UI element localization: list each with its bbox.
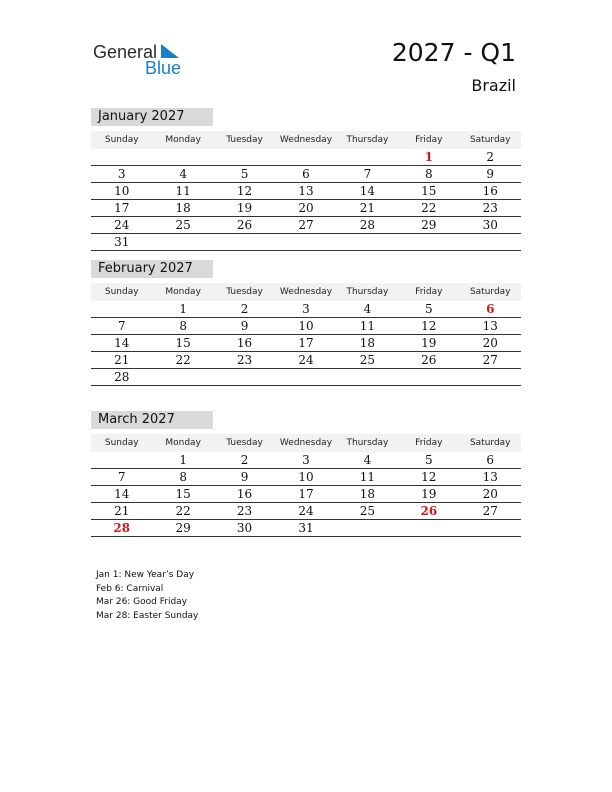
week-row bbox=[91, 200, 521, 217]
day-cell: 4 bbox=[363, 302, 372, 316]
weekday-label: Thursday bbox=[346, 287, 389, 297]
day-cell: 19 bbox=[421, 487, 437, 501]
day-cell: 17 bbox=[114, 201, 130, 215]
day-cell: 16 bbox=[482, 184, 498, 198]
week-row bbox=[91, 183, 521, 200]
day-cell: 6 bbox=[486, 453, 495, 467]
day-cell: 20 bbox=[482, 336, 498, 350]
weekday-label: Wednesday bbox=[279, 287, 333, 297]
generalblue-logo bbox=[93, 40, 203, 80]
day-cell bbox=[91, 149, 152, 165]
day-cell: 2 bbox=[486, 150, 495, 164]
day-cell: 2 bbox=[240, 302, 249, 316]
day-cell bbox=[91, 452, 152, 468]
day-cell: 21 bbox=[114, 504, 130, 518]
month-label: February 2027 bbox=[91, 260, 213, 278]
weekday-label: Sunday bbox=[104, 438, 139, 448]
day-cell: 24 bbox=[298, 504, 314, 518]
day-cell: 22 bbox=[421, 201, 437, 215]
holiday-note: Feb 6: Carnival bbox=[96, 583, 164, 594]
weekday-header bbox=[91, 131, 521, 149]
weekday-label: Friday bbox=[415, 287, 443, 297]
day-cell: 9 bbox=[486, 167, 495, 181]
day-cell bbox=[152, 369, 213, 385]
day-cell: 28 bbox=[359, 218, 376, 232]
day-cell bbox=[91, 301, 152, 317]
month-label: January 2027 bbox=[91, 108, 213, 126]
day-cell: 3 bbox=[302, 302, 310, 316]
day-cell: 5 bbox=[425, 302, 433, 316]
day-cell: 28 bbox=[114, 370, 130, 384]
day-cell: 13 bbox=[298, 184, 314, 198]
day-cell: 10 bbox=[114, 184, 130, 198]
weekday-label: Saturday bbox=[469, 438, 511, 448]
day-cell: 20 bbox=[298, 201, 314, 215]
holiday-day-cell: 1 bbox=[424, 150, 433, 164]
day-cell: 27 bbox=[298, 218, 314, 232]
day-cell: 6 bbox=[302, 167, 310, 181]
day-cell: 21 bbox=[114, 353, 130, 367]
day-cell bbox=[337, 234, 398, 250]
day-cell: 16 bbox=[236, 487, 253, 501]
week-row bbox=[91, 469, 521, 486]
day-cell: 10 bbox=[298, 470, 314, 484]
holiday-day-cell: 26 bbox=[420, 504, 438, 518]
weekday-label: Tuesday bbox=[226, 438, 263, 448]
week-row bbox=[91, 301, 521, 318]
day-cell: 17 bbox=[298, 336, 314, 350]
day-cell: 9 bbox=[240, 470, 249, 484]
day-cell: 1 bbox=[179, 453, 187, 467]
holiday-notes bbox=[96, 569, 198, 623]
holiday-note: Mar 28: Easter Sunday bbox=[96, 610, 199, 621]
day-cell: 12 bbox=[421, 319, 437, 333]
day-cell bbox=[214, 234, 275, 250]
week-row bbox=[91, 318, 521, 335]
day-cell: 12 bbox=[421, 470, 437, 484]
day-cell: 14 bbox=[114, 336, 130, 350]
day-cell: 18 bbox=[175, 201, 191, 215]
month-march bbox=[91, 411, 521, 537]
weekday-label: Sunday bbox=[104, 135, 139, 145]
day-cell: 21 bbox=[359, 201, 376, 215]
day-cell: 19 bbox=[236, 201, 253, 215]
day-cell: 26 bbox=[236, 218, 253, 232]
weekday-label: Saturday bbox=[469, 287, 511, 297]
day-cell: 7 bbox=[117, 470, 126, 484]
day-cell: 25 bbox=[175, 218, 191, 232]
day-cell: 8 bbox=[179, 319, 187, 333]
day-cell bbox=[152, 234, 213, 250]
day-cell: 23 bbox=[236, 353, 253, 367]
weekday-label: Monday bbox=[165, 287, 201, 297]
weekday-label: Monday bbox=[165, 438, 201, 448]
day-cell: 15 bbox=[421, 184, 437, 198]
day-cell bbox=[460, 234, 521, 250]
country-name: Brazil bbox=[471, 76, 516, 95]
day-cell: 11 bbox=[175, 184, 191, 198]
day-cell: 30 bbox=[236, 521, 253, 535]
weekday-label: Tuesday bbox=[226, 135, 263, 145]
weekday-label: Sunday bbox=[104, 287, 139, 297]
day-cell: 29 bbox=[175, 521, 191, 535]
day-cell: 7 bbox=[363, 167, 372, 181]
day-cell bbox=[337, 520, 398, 536]
week-row bbox=[91, 217, 521, 234]
day-cell: 4 bbox=[363, 453, 372, 467]
week-row bbox=[91, 486, 521, 503]
day-cell: 30 bbox=[482, 218, 498, 232]
day-cell: 14 bbox=[359, 184, 376, 198]
day-cell: 22 bbox=[175, 353, 191, 367]
day-cell: 14 bbox=[114, 487, 130, 501]
day-cell: 23 bbox=[482, 201, 498, 215]
day-cell: 18 bbox=[359, 487, 376, 501]
day-cell: 3 bbox=[117, 167, 126, 181]
day-cell: 5 bbox=[240, 167, 249, 181]
day-cell bbox=[337, 149, 398, 165]
day-cell: 5 bbox=[425, 453, 433, 467]
day-cell: 2 bbox=[240, 453, 249, 467]
day-cell: 29 bbox=[421, 218, 437, 232]
day-cell: 22 bbox=[175, 504, 191, 518]
week-row bbox=[91, 452, 521, 469]
day-cell: 31 bbox=[114, 235, 130, 249]
week-row bbox=[91, 352, 521, 369]
day-cell: 7 bbox=[117, 319, 126, 333]
day-cell: 10 bbox=[298, 319, 314, 333]
weekday-label: Tuesday bbox=[226, 287, 263, 297]
day-cell: 15 bbox=[175, 336, 191, 350]
weekday-label: Saturday bbox=[469, 135, 511, 145]
week-row bbox=[91, 335, 521, 352]
weekday-label: Wednesday bbox=[279, 135, 333, 145]
day-cell: 15 bbox=[175, 487, 191, 501]
week-row bbox=[91, 149, 521, 166]
day-cell bbox=[398, 369, 459, 385]
day-cell: 13 bbox=[482, 319, 498, 333]
day-cell: 9 bbox=[240, 319, 249, 333]
day-cell bbox=[460, 369, 521, 385]
day-cell: 4 bbox=[179, 167, 187, 181]
day-cell: 20 bbox=[482, 487, 498, 501]
day-cell bbox=[398, 234, 459, 250]
day-cell: 1 bbox=[179, 302, 187, 316]
day-cell bbox=[275, 234, 336, 250]
day-cell: 11 bbox=[359, 319, 376, 333]
day-cell: 11 bbox=[359, 470, 376, 484]
day-cell bbox=[460, 520, 521, 536]
holiday-day-cell: 6 bbox=[486, 302, 495, 316]
weekday-label: Wednesday bbox=[279, 438, 333, 448]
week-row bbox=[91, 166, 521, 183]
day-cell: 26 bbox=[421, 353, 437, 367]
week-row bbox=[91, 369, 521, 386]
day-cell bbox=[214, 149, 275, 165]
day-cell: 27 bbox=[482, 504, 498, 518]
page-title: 2027 - Q1 bbox=[391, 38, 516, 67]
week-row bbox=[91, 234, 521, 251]
weekday-label: Thursday bbox=[346, 438, 389, 448]
day-cell bbox=[275, 149, 336, 165]
day-cell: 19 bbox=[421, 336, 437, 350]
day-cell bbox=[398, 520, 459, 536]
logo-text-blue: Blue bbox=[145, 58, 182, 78]
weekday-label: Thursday bbox=[346, 135, 389, 145]
weekday-header bbox=[91, 283, 521, 301]
day-cell bbox=[275, 369, 336, 385]
day-cell: 18 bbox=[359, 336, 376, 350]
weekday-header bbox=[91, 434, 521, 452]
holiday-day-cell: 28 bbox=[113, 521, 131, 535]
week-row bbox=[91, 503, 521, 520]
day-cell bbox=[152, 149, 213, 165]
day-cell: 13 bbox=[482, 470, 498, 484]
day-cell: 8 bbox=[179, 470, 187, 484]
day-cell: 17 bbox=[298, 487, 314, 501]
weekday-label: Friday bbox=[415, 135, 443, 145]
weekday-label: Monday bbox=[165, 135, 201, 145]
day-cell: 12 bbox=[236, 184, 253, 198]
day-cell: 27 bbox=[482, 353, 498, 367]
day-cell: 31 bbox=[298, 521, 314, 535]
holiday-note: Jan 1: New Year’s Day bbox=[96, 570, 195, 580]
day-cell: 23 bbox=[236, 504, 253, 518]
day-cell: 16 bbox=[236, 336, 253, 350]
logo-text-general: General bbox=[93, 42, 158, 62]
month-january bbox=[91, 108, 521, 251]
day-cell: 24 bbox=[298, 353, 314, 367]
day-cell bbox=[214, 369, 275, 385]
weekday-label: Friday bbox=[415, 438, 443, 448]
day-cell: 3 bbox=[302, 453, 310, 467]
day-cell: 25 bbox=[359, 353, 376, 367]
month-label: March 2027 bbox=[91, 411, 213, 429]
holiday-note: Mar 26: Good Friday bbox=[96, 597, 188, 607]
day-cell bbox=[337, 369, 398, 385]
day-cell: 24 bbox=[114, 218, 130, 232]
month-february bbox=[91, 260, 521, 386]
week-row bbox=[91, 520, 521, 537]
day-cell: 25 bbox=[359, 504, 376, 518]
day-cell: 8 bbox=[425, 167, 433, 181]
